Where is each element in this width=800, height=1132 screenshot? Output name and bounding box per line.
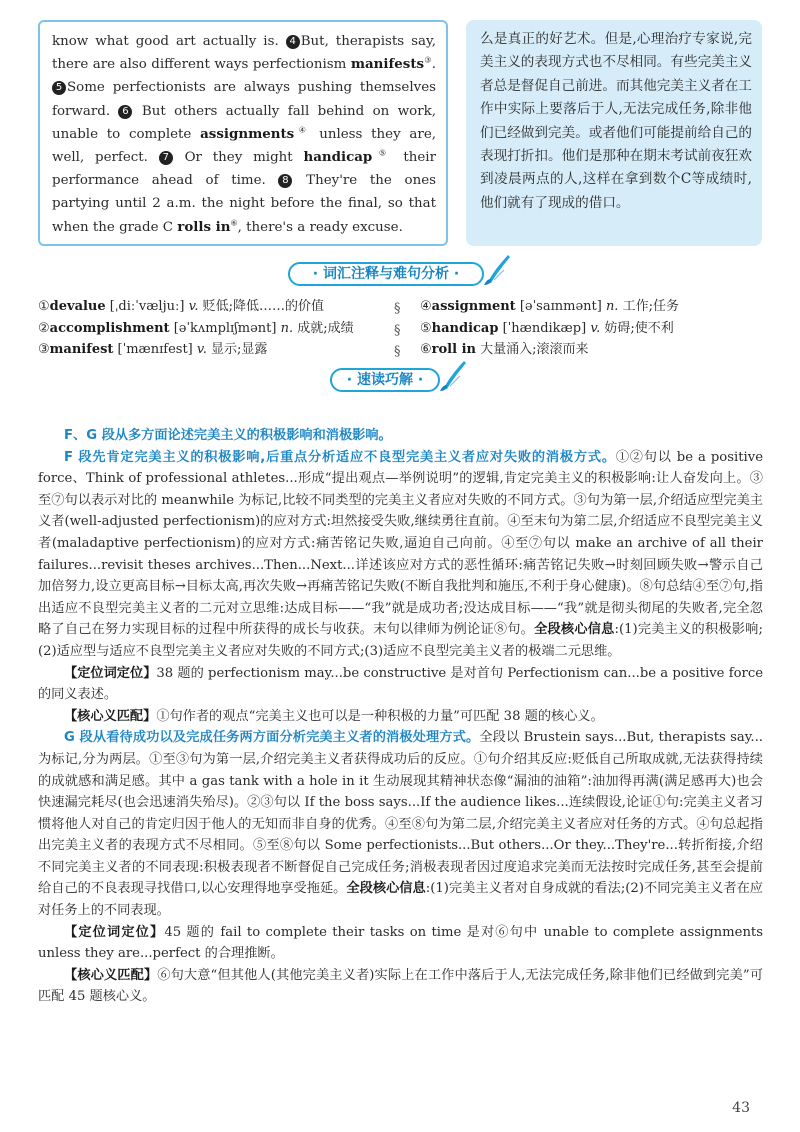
vocab-word: manifests [350,56,425,73]
section-title-vocab: · 词汇注释与难句分析 · [288,262,484,286]
vocab-divider: § § § [394,301,401,359]
vocab-item: ③manifest [ˈmænɪfest] v. 显示;显露 [38,342,268,357]
section-header-vocab [288,262,518,288]
vocab-item: ①devalue [ˌdiːˈvæljuː] v. 贬低;降低……的价值 [38,299,325,314]
vocab-column-right [420,296,679,361]
sentence-number-badge: 6 [118,105,132,119]
vocab-column-left [38,296,354,361]
sentence-number-badge: 5 [52,81,66,95]
chinese-translation: 么是真正的好艺术。但是,心理治疗专家说,完美主义的表现方式也不尽相同。有些完美主义者总是督促自己前进。而其他完美主义者在工作中实际上要落后于人,无法完成任务,除非他们已经做到完美。或者他们可能提前给自己的表现打折扣。他们是那种在期末考试前夜狂欢到凌晨两点的人,这样在拿到数个C等成绩时,他们就有了现成的借口。 [480,31,752,211]
brush-icon [438,358,468,392]
locator-note-45: 【定位词定位】45 题的 fail to complete their tasks on time 是对⑥句中 unable to complete assignments unless they are...perfect 的合理推断。 [38,924,763,962]
vocab-item: ②accomplishment [əˈkʌmplɪʃmənt] n. 成就;成绩 [38,320,354,336]
vocab-item: ⑥roll in 大量涌入;滚滚而来 [420,342,589,357]
sentence-number-badge: 8 [278,174,292,188]
brush-icon [482,252,512,286]
analysis-body [38,425,763,1008]
analysis-paragraph-g: G 段从看待成功以及完成任务两方面分析完美主义者的消极处理方式。全段以 Brustein says...But, therapists say...为标记,分为两层。①至③句为第一层,介绍完美主义者获得成功后的反应。①句介绍其反应:贬低自己所取成就,无法获得持续的成就感和满足感。其中 a gas tank with a hole in it 生动展现其精神状态像“漏油的油箱”:油加得再满(满足感再大)也会快速漏完耗尽(也会迅速消失殆尽)。②③句以 If the boss says...If the audience likes...连续假设,论证①句:完美主义者习惯将他人对自己的肯定归因于他人的无知而非自身的优秀。④至⑧句为第二层,介绍完美主义者应对任务的方式。④句总起指出完美主义者的表现方式不尽相同。⑤至⑧句以 Some perfectionists...But others...Or they...They're...转折衔接,介绍不同完美主义者的不同表现:积极表现者不断督促自己完成任务;消极表现者因过度追求完美而无法按时完成任务,甚至会提前给自己的不良表现寻找借口,以心安理得地享受拖延。全段核心信息:(1)完美主义者对自身成就的看法;(2)不同完美主义者在应对任务上的不同表现。 [38,730,763,919]
sentence-number-badge: 7 [159,151,173,165]
section-header-quick-read [330,368,470,394]
core-match-note-45: 【核心义匹配】⑥句大意“但其他人(其他完美主义者)实际上在工作中落后于人,无法完成任务,除非他们已经做到完美”可匹配 45 题核心义。 [38,967,763,1005]
core-match-note-38: 【核心义匹配】①句作者的观点“完美主义也可以是一种积极的力量”可匹配 38 题的核心义。 [64,708,604,724]
section-title-quick-read: · 速读巧解 · [330,368,440,392]
passage-area [38,20,762,250]
page-number: 43 [732,1100,750,1116]
chinese-translation-box [466,20,762,246]
analysis-paragraph-f: F 段先肯定完美主义的积极影响,后重点分析适应不良型完美主义者应对失败的消极方式。①②句以 be a positive force、Think of professional athletes...形成“提出观点—举例说明”的逻辑,肯定完美主义的积极影响:让人奋发向上。③至⑦句以表示对比的 meanwhile 为标记,比较不同类型的完美主义者应对失败的不同方式。③句为第一层,介绍适应型完美主义者(well-adjusted perfectionism)的应对方式:坦然接受失败,继续勇往直前。④至末句为第二层,介绍适应不良型完美主义者(maladaptive perfectionism)的应对方式:痛苦铭记失败,逼迫自己向前。④至⑦句以 make an archive of all their failures...revisit theses archives...Then...Next...详述该应对方式的恶性循环:痛苦铭记失败→时刻回顾失败→警示自己加倍努力,设立更高目标→目标太高,再次失败→再痛苦铭记失败(不断自我批判和施压,不利于身心健康)。⑧句总结④至⑦句,指出适应不良型完美主义者的二元对立思维:达成目标——“我”就是成功者;没达成目标——“我”就是彻头彻尾的失败者,完全忽略了自己在努力实现目标的过程中所获得的成长与收获。末句以律师为例论证⑧句。全段核心信息:(1)完美主义的积极影响;(2)适应型与适应不良型完美主义者应对失败的不同方式;(3)适应不良型完美主义者的极端二元思维。 [38,449,764,659]
locator-note-38: 【定位词定位】38 题的 perfectionism may...be constructive 是对首句 Perfectionism can...be a positive force 的同义表述。 [38,665,764,703]
vocab-item: ④assignment [əˈsaɪnmənt] n. 工作;任务 [420,299,679,314]
vocab-item: ⑤handicap [ˈhændikæp] v. 妨碍;使不利 [420,320,674,336]
sentence-number-badge: 4 [286,35,300,49]
vocab-word: rolls in [177,218,231,235]
vocab-word: handicap [303,149,373,166]
vocab-word: assignments [200,125,295,142]
english-passage-box [38,20,448,246]
english-passage: know what good art actually is. 4 But, therapists say, there are also different ways perfectionism manifests③. 5 Some perfectionists are always pushing themselves forward. 6 But others actually fall behind on work, unable to complete assignments④ unless they are, well, perfect. 7 Or they might handicap⑤ their performance ahead of time. 8 They're the ones partying until 2 a.m. the night before the final, so that when the grade C rolls in⑥, there's a ready excuse. [52,34,436,235]
analysis-intro: F、G 段从多方面论述完美主义的积极影响和消极影响。 [64,428,392,443]
